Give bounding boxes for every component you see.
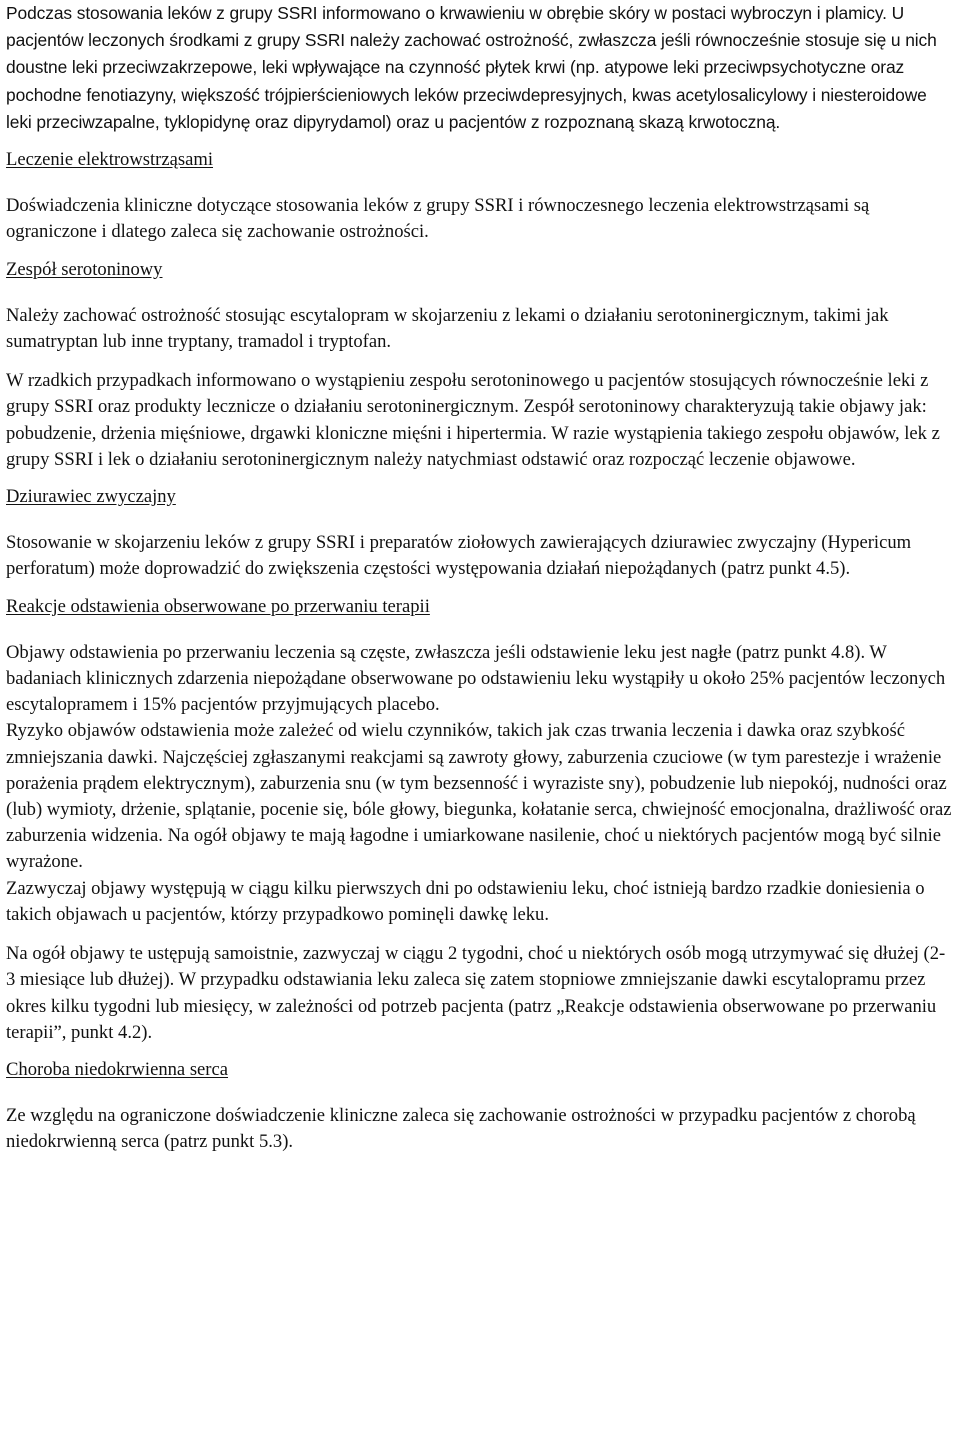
heading-zespol-serotoninowy: Zespół serotoninowy [6,258,163,280]
paragraph-odstawienie-4: Na ogół objawy te ustępują samoistnie, zazwyczaj w ciągu 2 tygodni, choć u niektórych osób mogą utrzymywać się dłużej (2-3 miesiące lub dłużej). W przypadku odstawiania leku zaleca się zatem stopniowe zmniejszanie dawki escytalopramu przez okres kilku tygodni lub miesięcy, w zależności od potrzeb pacjenta (patrz „Reakcje odstawienia obserwowane po przerwaniu terapii”, punkt 4.2). [6,943,946,1043]
paragraph-choroba-niedokrwienna: Ze względu na ograniczone doświadczenie kliniczne zaleca się zachowanie ostrożności w przypadku pacjentów z chorobą niedokrwienną serca (patrz punkt 5.3). [6,1105,916,1153]
paragraph-odstawienie-2: Ryzyko objawów odstawienia może zależeć od wielu czynników, takich jak czas trwania leczenia i dawka oraz szybkość zmniejszania dawki. Najczęściej zgłaszanymi reakcjami są zawroty głowy, zaburzenia czuciowe (w tym parestezje i wrażenie porażenia prądem elektrycznym), zaburzenia snu (w tym bezsenność i wyraziste sny), pobudzenie lub niepokój, nudności oraz (lub) wymioty, drżenie, splątanie, pocenie się, bóle głowy, biegunka, kołatanie serca, chwiejność emocjonalna, drażliwość oraz zaburzenia widzenia. Na ogół objawy te mają łagodne i umiarkowane nasilenie, choć u niektórych pacjentów mogą być silnie wyrażone. [6,720,952,873]
heading-reakcje-odstawienia: Reakcje odstawienia obserwowane po przerwaniu terapii [6,595,430,617]
paragraph-dziurawiec: Stosowanie w skojarzeniu leków z grupy SSRI i preparatów ziołowych zawierających dziurawiec zwyczajny (Hypericum perforatum) może doprowadzić do zwiększenia częstości występowania działań niepożądanych (patrz punkt 4.5). [6,532,912,580]
paragraph-odstawienie-3: Zazwyczaj objawy występują w ciągu kilku pierwszych dni po odstawieniu leku, choć istnieją bardzo rzadkie doniesienia o takich objawach u pacjentów, którzy przypadkowo pominęli dawkę leku. [6,877,925,925]
heading-choroba-niedokrwienna: Choroba niedokrwienna serca [6,1058,229,1080]
paragraph-serotoninowy-1: Należy zachować ostrożność stosując escytalopram w skojarzeniu z lekami o działaniu serotoninergicznym, takimi jak sumatryptan lub inne tryptany, tramadol i tryptofan. [6,304,889,353]
heading-leczenie-elektrowstrzasami: Leczenie elektrowstrząsami [6,149,214,171]
paragraph-serotoninowy-2: W rzadkich przypadkach informowano o wystąpieniu zespołu serotoninowego u pacjentów stosujących równocześnie leki z grupy SSRI oraz produkty lecznicze o działaniu serotoninergicznym. Zespół serotoninowy charakteryzują takie objawy jak: pobudzenie, drżenia mięśniowe, drgawki kloniczne mięśni i hipertermia. W razie wystąpienia takiego zespołu objawów, lek z grupy SSRI i lek o działaniu serotoninergicznym należy natychmiast odstawić oraz rozpocząć leczenie objawowe. [6,370,940,470]
intro-paragraph [6,0,952,136]
heading-dziurawiec: Dziurawiec zwyczajny [6,486,176,508]
intro-text-sans: Podczas stosowania leków z grupy SSRI informowano o krwawieniu w obrębie skóry w postaci wybroczyn i plamicy. U pacjentów leczonych środkami z grupy SSRI należy zachować ostrożność, zwłaszcza jeśli równocześnie stosuje się u nich doustne leki przeciwzakrzepowe, leki wpływające na czynność płytek krwi (np. atypowe leki przeciwpsychotyczne oraz pochodne fenotiazyny, większość trójpierścieniowych leków przeciwdepresyjnych, kwas acetylosalicylowy i niesteroidowe leki przeciwzapalne, tyklopidynę oraz dipyrydamol) oraz u pacjentów z rozpoznaną skazą krwotoczną. [6,3,937,132]
paragraph-odstawienie-1: Objawy odstawienia po przerwaniu leczenia są częste, zwłaszcza jeśli odstawienie leku jest nagłe (patrz punkt 4.8). W badaniach klinicznych zdarzenia niepożądane obserwowane po odstawieniu leku wystąpiły u około 25% pacjentów leczonych escytalopramem i 15% pacjentów przyjmujących placebo. [6,641,946,716]
paragraph-elektrowstrzasy: Doświadczenia kliniczne dotyczące stosowania leków z grupy SSRI i równoczesnego leczenia elektrowstrząsami są ograniczone i dlatego zaleca się zachowanie ostrożności. [6,195,870,243]
